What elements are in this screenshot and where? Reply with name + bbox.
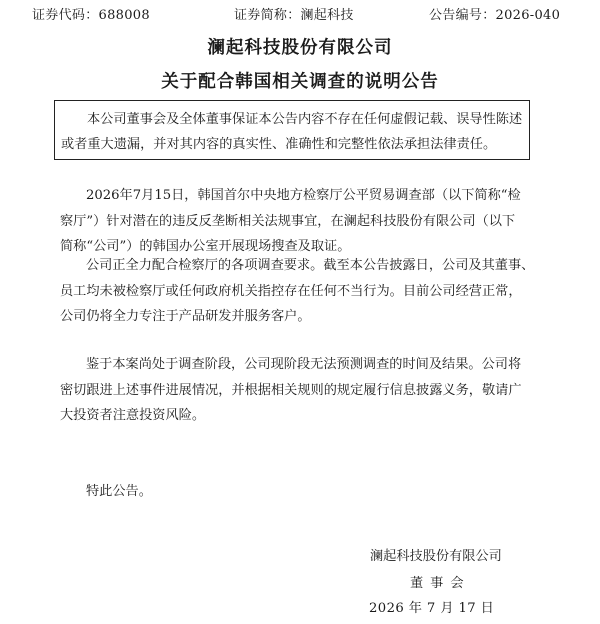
stock-code: 证券代码：688008 [32, 8, 150, 23]
signoff-date: 2026 年 7 月 17 日 [369, 601, 495, 616]
company-title: 澜起科技股份有限公司 [207, 38, 393, 58]
paragraph-line: 鉴于本案尚处于调查阶段，公司现阶段无法预测调查的时间及结果。公司将 [86, 357, 522, 372]
stock-short-name: 证券简称：澜起科技 [234, 8, 354, 23]
paragraph-line: 察厅”）针对潜在的违反反垄断相关法规事宜，在澜起科技股份有限公司（以下 [60, 213, 516, 229]
disclaimer-box [54, 100, 530, 160]
paragraph-line: 公司正全力配合检察厅的各项调查要求。截至本公告披露日，公司及其董事、 [86, 258, 535, 273]
notice-title: 关于配合韩国相关调查的说明公告 [161, 72, 439, 92]
signoff-company: 澜起科技股份有限公司 [370, 549, 502, 564]
signoff-board: 董事会 [410, 576, 471, 591]
disclaimer-line: 本公司董事会及全体董事保证本公告内容不存在任何虚假记载、误导性陈述 [87, 112, 523, 127]
paragraph-risk-warning [60, 352, 540, 429]
closing-line: 特此公告。 [86, 484, 152, 499]
paragraph-line: 员工均未被检察厅或任何政府机关指控存在任何不当行为。目前公司经营正常， [60, 283, 522, 299]
paragraph-investigation [60, 183, 540, 260]
paragraph-cooperation [60, 253, 540, 330]
announcement-header [0, 7, 600, 25]
paragraph-line: 大投资者注意投资风险。 [60, 408, 206, 423]
paragraph-line: 简称“公司”）的韩国办公室开展现场搜查及取证。 [60, 239, 351, 254]
paragraph-line: 公司仍将全力专注于产品研发并服务客户。 [60, 309, 311, 324]
paragraph-line: 密切跟进上述事件进展情况，并根据相关规则的规定履行信息披露义务，敬请广 [60, 382, 522, 398]
announcement-number: 公告编号：2026-040 [429, 8, 561, 23]
closing-statement [60, 479, 540, 505]
paragraph-line: 2026年7月15日，韩国首尔中央地方检察厅公平贸易调查部（以下简称“检 [86, 188, 521, 203]
disclaimer-line: 或者重大遗漏，并对其内容的真实性、准确性和完整性依法承担法律责任。 [61, 137, 497, 152]
